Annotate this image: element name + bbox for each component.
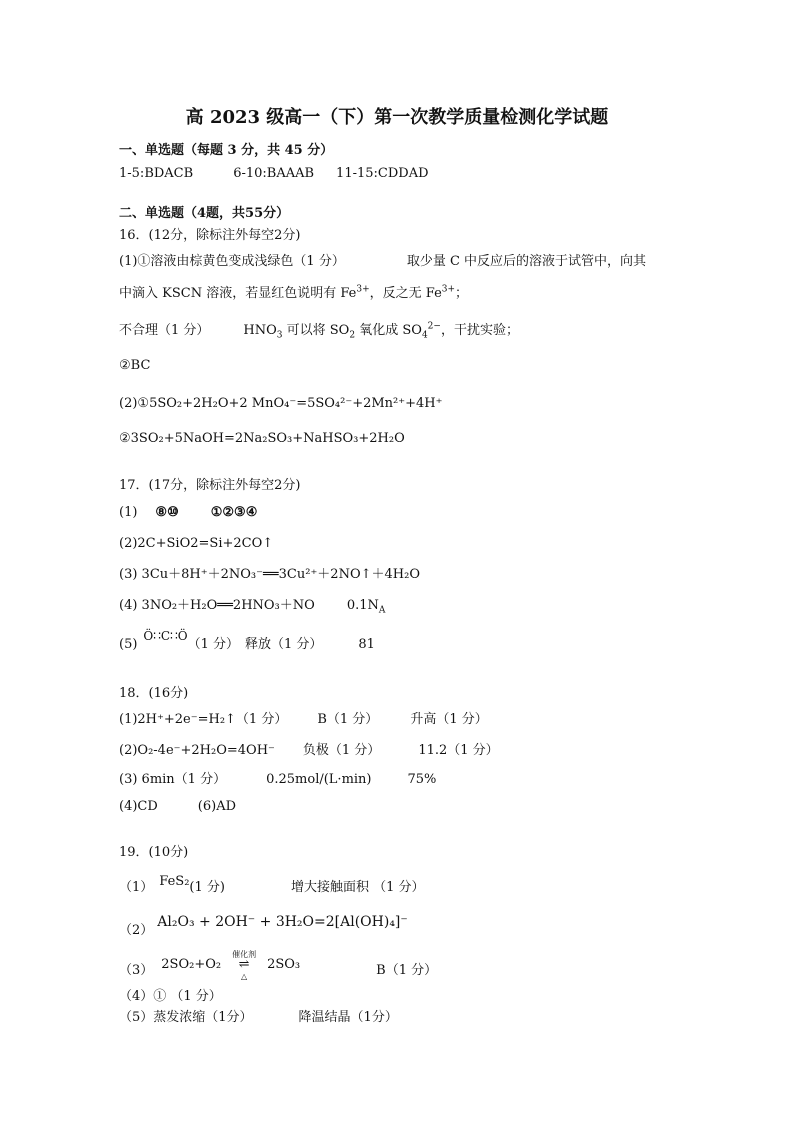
q18-part1: (1)2H⁺+2e⁻=H₂↑（1 分） B（1 分） 升高（1 分） (119, 712, 488, 727)
q17-heading: 17．(17分，除标注外每空2分) (119, 478, 301, 493)
q19-part1: （1） FeS₂(1 分) 增大接触面积 （1 分） (119, 874, 425, 895)
q16-part1-line3: 不合理（1 分） $HNO_3$ 可以将 $SO_2$ 氧化成 $SO_4^{2-}$，干扰实验； (119, 321, 519, 341)
q17-part3: (3) 3Cu＋8H⁺＋2NO₃⁻══3Cu²⁺＋2NO↑＋4H₂O (119, 567, 420, 582)
q18-heading: 18．(16分) (119, 686, 189, 701)
q16-part1-line1: (1)①溶液由棕黄色变成浅绿色（1 分） 取少量 C 中反应后的溶液于试管中，向其 (119, 254, 647, 269)
answer-1-5: 1-5:BDACB (119, 166, 194, 181)
answer-11-15: 11-15:CDDAD (336, 166, 429, 181)
q16-part1-line2: 中滴入 KSCN 溶液，若显红色说明有 $Fe^{3+}$，反之无 $Fe^{3+}$； (119, 284, 469, 301)
q18-part3: (3) 6min（1 分） 0.25mol/(L·min) 75% (119, 772, 437, 787)
q16-heading: 16．(12分，除标注外每空2分) (119, 228, 301, 243)
q19-part4: （4）① （1 分） (119, 989, 222, 1004)
page-title: 高 2023 级高一（下）第一次教学质量检测化学试题 (185, 107, 609, 128)
q19-part3: （3） 2SO₂+O₂ 催化剂 ⇌ △ 2SO₃ B（1 分） (119, 963, 437, 979)
q16-part2-line2: ②3SO₂+5NaOH=2Na₂SO₃+NaHSO₃+2H₂O (119, 431, 405, 446)
q17-part2: (2)2C+SiO2=Si+2CO↑ (119, 536, 274, 551)
q17-part1: (1) ⑧⑩ ①②③④ (119, 505, 258, 520)
q16-part1-line4: ②BC (119, 358, 151, 373)
q17-part4: (4) 3NO₂＋H₂O══2HNO₃＋NO $0.1N_A$ (119, 598, 386, 616)
q19-part2: （2）Al₂O₃ + 2OH⁻ + 3H₂O=2[Al(OH)₄]⁻ (119, 914, 408, 938)
heat-symbol: △ (241, 972, 248, 981)
equilibrium-arrow: ⇌ (238, 957, 250, 972)
q16-part2-line1: (2)①5SO₂+2H₂O+2 MnO₄⁻=5SO₄²⁻+2Mn²⁺+4H⁺ (119, 396, 443, 411)
section1-heading: 一、单选题（每题 3 分，共 45 分） (119, 143, 334, 158)
co2-electron-structure: Ö∷C∷Ö (143, 629, 188, 643)
answer-6-10: 6-10:BAAAB (233, 166, 315, 181)
q18-part2: (2)O₂-4e⁻+2H₂O=4OH⁻ 负极（1 分） 11.2（1 分） (119, 743, 499, 758)
q19-heading: 19．(10分) (119, 845, 189, 860)
catalyst-label: 催化剂 (232, 950, 257, 959)
q17-part5: (5)Ö∷C∷Ö（1 分） 释放（1 分） 81 (119, 629, 375, 652)
section2-heading: 二、单选题（4题，共55分） (119, 206, 290, 221)
q18-part4: (4)CD (6)AD (119, 799, 237, 814)
q19-part5: （5）蒸发浓缩（1分） 降温结晶（1分） (119, 1010, 398, 1025)
section1-answers (119, 166, 429, 182)
